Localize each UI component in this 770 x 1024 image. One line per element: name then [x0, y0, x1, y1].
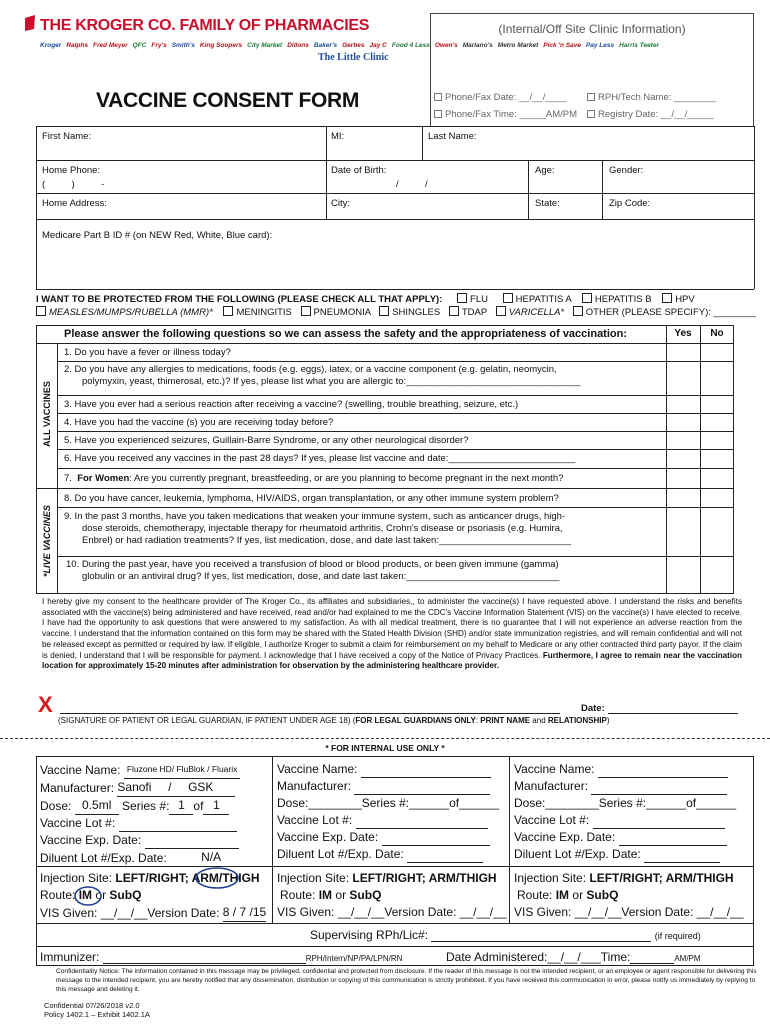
- banner-logo: King Soopers: [199, 42, 243, 49]
- col1-exp[interactable]: Vaccine Exp. Date:: [40, 832, 252, 849]
- opt-other[interactable]: OTHER (PLEASE SPECIFY): ________: [573, 307, 756, 318]
- immunizer-field[interactable]: Immunizer: RPH/Intern/NP/PA/LPN/RN: [40, 950, 403, 964]
- signature-date-line[interactable]: [608, 713, 738, 714]
- col2-exp[interactable]: Vaccine Exp. Date:: [277, 829, 499, 846]
- dob-format: / /: [396, 179, 428, 190]
- col2-vaccine-name[interactable]: Vaccine Name:: [277, 761, 499, 778]
- consent-paragraph: I hereby give my consent to the healthcare provider of The Kroger Co., its affiliates and subsidiaries,, to administer the vaccine(s) I have requested above. I understand the risks and benefits associated with the vaccine(s) being administered and have received, read and/or had explained to me the CDC's Vaccine Information Statement (VIS) on the vaccine(s) I have elected to receive. I have had the opportunity to ask questions that were answered to my satisfaction. As with all medical treatment, there is no guarantee that I will not experience an adverse reaction from the vaccine. I understand that the information contained on this form may be shared with the Stated Health Division (SHD) and/or state immunization registries, and will remain confidential and will not be released except as permitted or required by law. If eligible, I authorize Kroger to submit a claim for reimbursement on my behalf to Medicare or any other contracted third party payor. If the claim is denied, I understand that I will be responsible for payment. I acknowledge that I have received a copy of the Notice of Privacy Practices. Furthermore, I agree to remain near the vaccination location for approximately 15-20 minutes after administration for observation by the administering healthcare provider.: [42, 597, 742, 671]
- opt-flu[interactable]: FLU: [457, 294, 488, 305]
- question-8: 8. Do you have cancer, leukemia, lymphoma, HIV/AIDS, organ transplantation, or any other immune system problem?: [64, 493, 559, 504]
- col3-dose[interactable]: Dose:________Series #:______of______: [514, 796, 737, 810]
- yes-column-header: Yes: [674, 328, 692, 339]
- city-field[interactable]: City:: [331, 198, 350, 209]
- col1-dose[interactable]: Dose: 0.5ml Series #: 1 of 1: [40, 797, 252, 815]
- col1-vis[interactable]: VIS Given: __/__/__Version Date: 8 / 7 /15: [40, 905, 267, 920]
- phone-fax-date-checkbox[interactable]: [434, 92, 566, 103]
- banner-logo: Pick 'n Save: [543, 42, 581, 49]
- signature-caption: (SIGNATURE OF PATIENT OR LEGAL GUARDIAN, IF PATIENT UNDER AGE 18) (FOR LEGAL GUARDIANS ONLY: PRINT NAME and RELATIONSHIP): [58, 716, 610, 725]
- opt-tdap[interactable]: TDAP: [449, 307, 487, 318]
- phone-fax-time-label: Phone/Fax Time: _____AM/PM: [445, 109, 578, 120]
- policy-exhibit: Policy 1402.1 – Exhibit 1402.1A: [44, 1010, 150, 1019]
- banner-logo: Metro Market: [497, 42, 539, 49]
- opt-varicella[interactable]: VARICELLA*: [496, 307, 564, 318]
- banner-logo: Pay Less: [585, 42, 615, 49]
- opt-shingles[interactable]: SHINGLES: [379, 307, 440, 318]
- no-column-header: No: [710, 328, 724, 339]
- signature-line[interactable]: [60, 713, 560, 714]
- opt-mmr[interactable]: MEASLES/MUMPS/RUBELLA (MMR)*: [36, 307, 213, 318]
- signature-x-mark: X: [38, 692, 53, 717]
- col1-lot[interactable]: Vaccine Lot #:: [40, 815, 252, 832]
- vaccine-column-1: [40, 761, 252, 867]
- medicare-id-field[interactable]: [42, 230, 272, 241]
- supervising-rph-field[interactable]: Supervising RPh/Lic#: (if required): [310, 928, 701, 942]
- form-title: VACCINE CONSENT FORM: [96, 89, 360, 112]
- question-10: 10. During the past year, have you received a transfusion of blood or blood products, or been given immune (gamma) globulin or an antiviral drug? If yes, list medication, dose, and date last taken:_____________________________: [66, 559, 560, 582]
- banner-logo: Food 4 Less: [391, 42, 430, 49]
- state-field[interactable]: State:: [535, 198, 560, 209]
- zip-field[interactable]: Zip Code:: [609, 198, 651, 209]
- banner-logo: Smith's: [171, 42, 195, 49]
- registry-date-label: Registry Date: __/__/_____: [598, 109, 714, 120]
- opt-hepatitis-b[interactable]: HEPATITIS B: [582, 294, 652, 305]
- question-9: 9. In the past 3 months, have you taken medications that weaken your immune system, such as anticancer drugs, high- dose steroids, chemotherapy, injectable therapy for rheumatoid arthritis, Crohn's disease or psoriasis (e.g. Humira, Enbrel) or had radiation treatments? If yes, list medication, dose, and date last taken:_________________________: [64, 511, 572, 546]
- gender-field[interactable]: Gender:: [609, 165, 644, 176]
- home-address-field[interactable]: Home Address:: [42, 198, 107, 209]
- opt-hepatitis-a[interactable]: HEPATITIS A: [503, 294, 572, 305]
- banner-logo: Baker's: [313, 42, 338, 49]
- col3-exp[interactable]: Vaccine Exp. Date:: [514, 829, 736, 846]
- all-vaccines-side-label: ALL VACCINES: [42, 381, 52, 447]
- live-vaccines-side-label: *LIVE VACCINES: [42, 505, 52, 577]
- col1-vaccine-name[interactable]: Vaccine Name: Fluzone HD/ FluBlok / Fluarix: [40, 761, 252, 779]
- first-name-field[interactable]: First Name:: [42, 131, 92, 142]
- question-2: 2. Do you have any allergies to medications, foods (e.g. eggs), latex, or a vaccine component (e.g. gelatin, neomycin, polymyxin, yeast, thimerosal, etc.)? If yes, please list what you are allergic to:_________________________________: [64, 364, 581, 387]
- vaccine-column-2: [277, 761, 499, 863]
- answer-no-q1[interactable]: [701, 344, 734, 361]
- banner-logo: Fred Meyer: [92, 42, 128, 49]
- questions-header: Please answer the following questions so we can assess the safety and the appropriateness of vaccination:: [64, 328, 628, 340]
- col1-route[interactable]: Route: IM or SubQ: [40, 888, 142, 902]
- banner-logo: Gerbes: [342, 42, 365, 49]
- opt-meningitis[interactable]: MENINGITIS: [223, 307, 291, 318]
- answer-no-q10[interactable]: [701, 557, 734, 594]
- question-5: 5. Have you experienced seizures, Guillain-Barre Syndrome, or any other neurological disorder?: [64, 435, 469, 446]
- question-6: 6. Have you received any vaccines in the past 28 days? If yes, please list vaccine and date:________________________: [64, 453, 576, 464]
- col3-injection-site[interactable]: Injection Site: LEFT/RIGHT; ARM/THIGH: [514, 871, 734, 885]
- protect-from-section: [36, 293, 756, 319]
- banner-logo: City Market: [247, 42, 283, 49]
- dob-field[interactable]: Date of Birth:: [331, 165, 387, 176]
- col1-injection-site[interactable]: Injection Site: LEFT/RIGHT; ARM/THIGH: [40, 871, 260, 885]
- banner-logo: Fry's: [151, 42, 167, 49]
- col1-diluent[interactable]: Diluent Lot #/Exp. Date: N/A: [40, 849, 252, 867]
- protect-lead: I WANT TO BE PROTECTED FROM THE FOLLOWING (PLEASE CHECK ALL THAT APPLY):: [36, 294, 443, 305]
- brand-title: THE KROGER CO. FAMILY OF PHARMACIES: [40, 17, 370, 34]
- age-field[interactable]: Age:: [535, 165, 555, 176]
- phone-fax-time-checkbox[interactable]: [434, 109, 577, 120]
- banner-logo: Dillons: [287, 42, 309, 49]
- col2-diluent[interactable]: Diluent Lot #/Exp. Date:: [277, 846, 499, 863]
- col3-lot[interactable]: Vaccine Lot #:: [514, 812, 736, 829]
- question-3: 3. Have you ever had a serious reaction after receiving a vaccine? (swelling, trouble breathing, seizure, etc.): [64, 399, 519, 410]
- rph-tech-checkbox[interactable]: [587, 92, 716, 103]
- question-1: 1. Do you have a fever or illness today?: [64, 347, 231, 358]
- last-name-field[interactable]: Last Name:: [428, 131, 477, 142]
- mi-field[interactable]: MI:: [331, 131, 345, 142]
- col3-vaccine-name[interactable]: Vaccine Name:: [514, 761, 736, 778]
- confidential-version: Confidential 07/26/2018 v2.0: [44, 1001, 140, 1010]
- col3-vis[interactable]: VIS Given: __/__/__Version Date: __/__/__: [514, 905, 744, 919]
- banner-logo: Ralphs: [66, 42, 88, 49]
- registry-date-checkbox[interactable]: [587, 109, 714, 120]
- col1-manufacturer[interactable]: Manufacturer: Sanofi / GSK: [40, 779, 252, 797]
- col2-injection-site[interactable]: Injection Site: LEFT/RIGHT; ARM/THIGH: [277, 871, 497, 885]
- signature-date-label: Date:: [581, 703, 605, 714]
- rph-tech-label: RPH/Tech Name: ________: [598, 92, 717, 103]
- banner-logo: QFC: [132, 42, 147, 49]
- medicare-id-label: Medicare Part B ID # (on NEW Red, White, Blue card):: [42, 230, 273, 241]
- vaccine-column-2-site: [277, 870, 507, 921]
- col2-route[interactable]: Route: IM or SubQ: [280, 888, 382, 902]
- col2-lot[interactable]: Vaccine Lot #:: [277, 812, 499, 829]
- col2-dose[interactable]: Dose:________Series #:______of______: [277, 796, 500, 810]
- opt-hpv[interactable]: HPV: [662, 294, 695, 305]
- banner-logo: Owen's: [434, 42, 458, 49]
- confidentiality-notice: Confidentiality Notice: The information contained in this message may be privileged, confidential and protected from disclosure. If the reader of this message is not the intended recipient, or an employee or agent responsible for delivering this message to the intended recipient, you are hereby notified that any dissemination, distribution or copying of this communication is strictly prohibited. If you have received this communication in error, please notify us immediately by replying to this message and deleting it.: [56, 968, 757, 994]
- answer-yes-q10[interactable]: [667, 557, 700, 594]
- vaccine-column-1-site: [40, 870, 266, 922]
- internal-use-title: * FOR INTERNAL USE ONLY *: [325, 743, 445, 753]
- banner-logo: Jay C: [369, 42, 387, 49]
- phone-fax-date-label: Phone/Fax Date: __/__/____: [445, 92, 567, 103]
- clinic-info-title: (Internal/Off Site Clinic Information): [498, 22, 686, 36]
- little-clinic-logo: The Little Clinic: [318, 52, 389, 63]
- vaccine-column-3: [514, 761, 736, 863]
- col2-manufacturer[interactable]: Manufacturer:: [277, 778, 499, 795]
- col3-route[interactable]: Route: IM or SubQ: [517, 888, 619, 902]
- vaccine-column-3-site: [514, 870, 744, 921]
- date-administered-field[interactable]: Date Administered:__/__/___Time: AM/PM: [446, 950, 701, 964]
- col2-vis[interactable]: VIS Given: __/__/__Version Date: __/__/__: [277, 905, 507, 919]
- home-phone-field[interactable]: Home Phone:: [42, 165, 101, 176]
- banner-logos: [40, 40, 659, 51]
- opt-pneumonia[interactable]: PNEUMONIA: [301, 307, 371, 318]
- question-7: 7. For Women: Are you currently pregnant, breastfeeding, or are you planning to become pregnant in the next month?: [64, 473, 564, 484]
- col3-diluent[interactable]: Diluent Lot #/Exp. Date:: [514, 846, 736, 863]
- question-4: 4. Have you had the vaccine (s) you are receiving today before?: [64, 417, 334, 428]
- banner-logo: Kroger: [40, 42, 62, 49]
- kroger-logo-icon: [22, 14, 38, 32]
- banner-logo: Harris Teeter: [619, 42, 659, 49]
- banner-logo: Mariano's: [462, 42, 493, 49]
- home-phone-format: ( ) -: [42, 179, 105, 190]
- col3-manufacturer[interactable]: Manufacturer:: [514, 778, 736, 795]
- answer-yes-q1[interactable]: [667, 344, 700, 361]
